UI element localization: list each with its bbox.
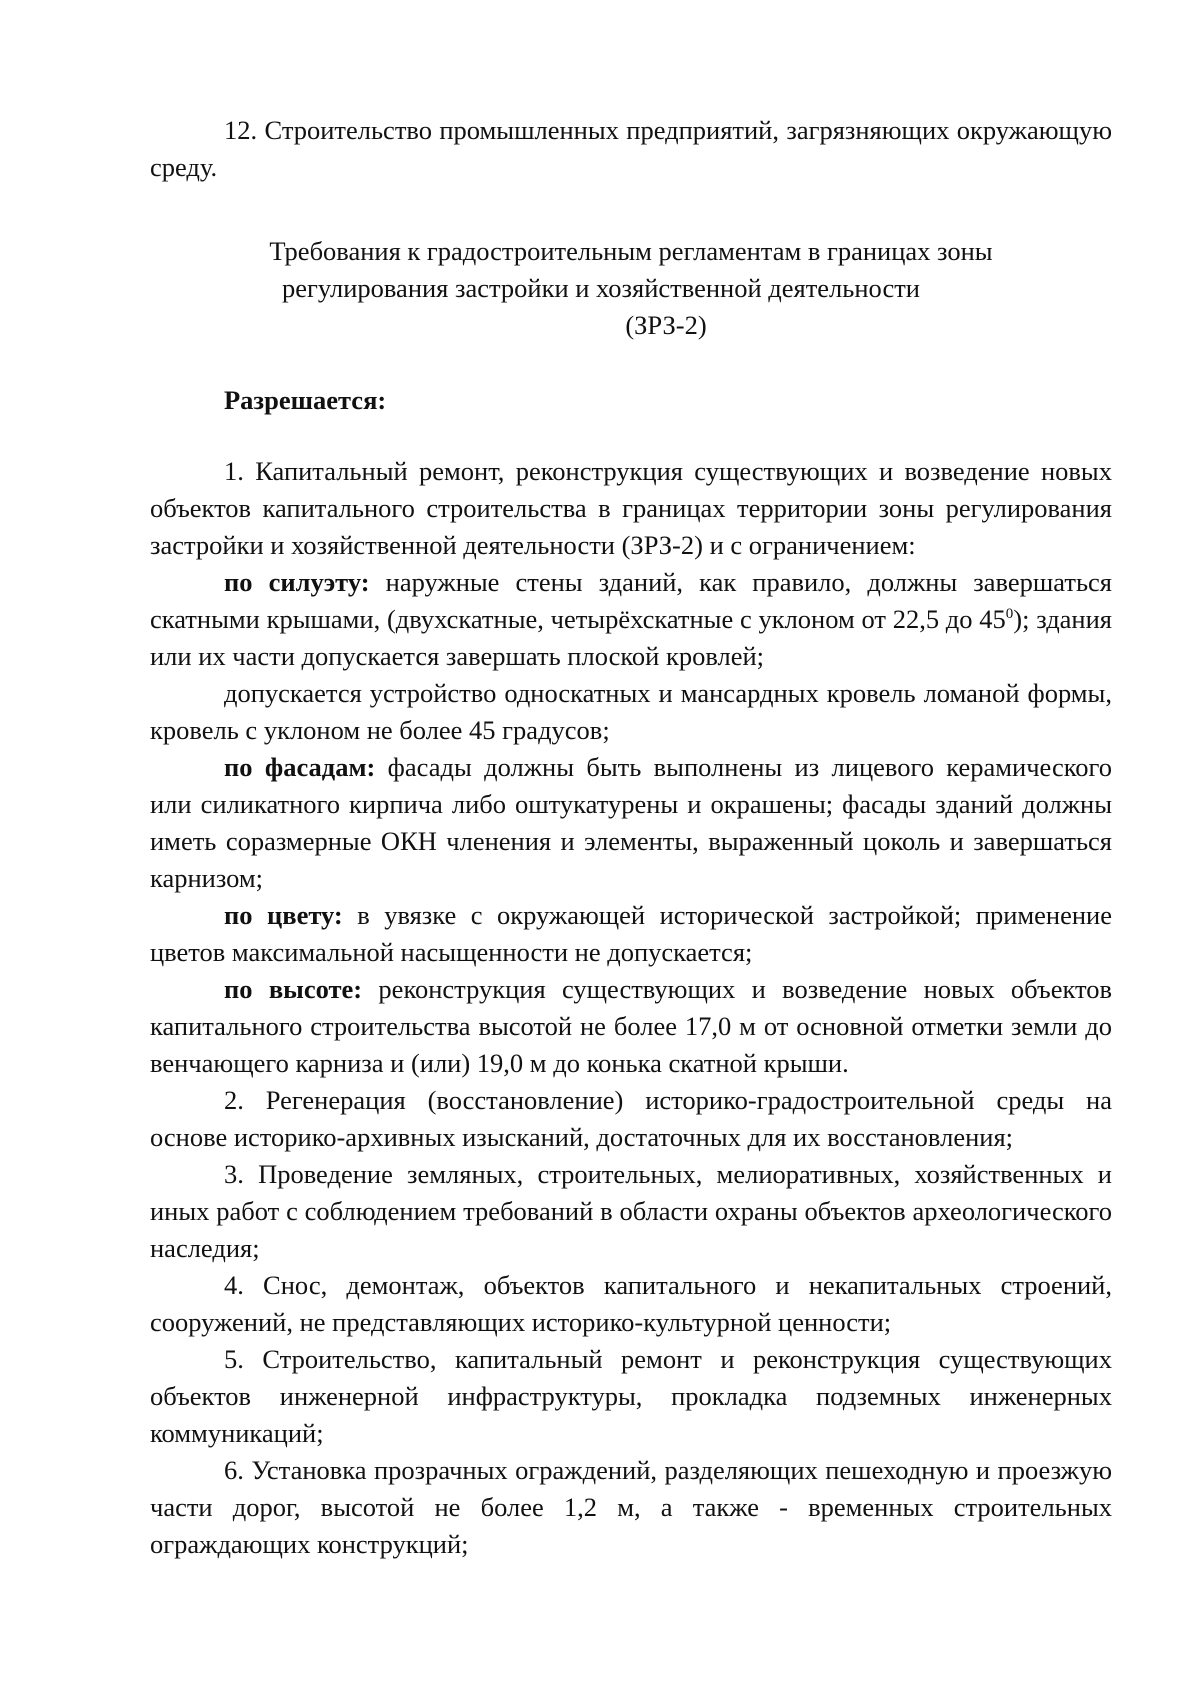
paragraph-color <box>150 897 1112 971</box>
paragraph-facades <box>150 749 1112 897</box>
heading-line-1: Требования к градостроительным регламентам в границах зоны <box>269 236 993 266</box>
color-label: по цвету: <box>224 900 343 930</box>
facades-label: по фасадам: <box>224 752 376 782</box>
paragraph-silhouette <box>150 564 1112 675</box>
paragraph-item-4: 4. Снос, демонтаж, объектов капитального и некапитальных строений, сооружений, не представляющих историко-культурной ценности; <box>150 1270 1112 1337</box>
height-label: по высоте: <box>224 974 363 1004</box>
paragraph-item-6: 6. Установка прозрачных ограждений, разделяющих пешеходную и проезжую части дорог, высотой не более 1,2 м, а также - временных строительных ограждающих конструкций; <box>150 1455 1112 1559</box>
paragraph-item-5: 5. Строительство, капитальный ремонт и реконструкция существующих объектов инженерной инфраструктуры, прокладка подземных инженерных коммуникаций; <box>150 1344 1112 1448</box>
silhouette-text-part1: наружные стены зданий, как правило, должны завершаться скатными крышами, (двухскатные, четырёхскатные с уклоном от 22,5 до 45 <box>150 567 1112 634</box>
heading-line-3: (ЗРЗ-2) <box>625 310 707 340</box>
allowed-label: Разрешается: <box>224 385 387 415</box>
color-text: в увязке с окружающей исторической застройкой; применение цветов максимальной насыщенности не допускается; <box>150 900 1112 967</box>
section-heading <box>150 233 1112 344</box>
paragraph-item-12: 12. Строительство промышленных предприятий, загрязняющих окружающую среду. <box>150 115 1112 182</box>
height-text: реконструкция существующих и возведение новых объектов капитального строительства высотой не более 17,0 м от основной отметки земли до венчающего карниза и (или) 19,0 м до конька скатной крыши. <box>150 974 1112 1078</box>
paragraph-item-2: 2. Регенерация (восстановление) историко-градостроительной среды на основе историко-архивных изысканий, достаточных для их восстановления; <box>150 1085 1112 1152</box>
facades-text: фасады должны быть выполнены из лицевого керамического или силикатного кирпича либо оштукатурены и окрашены; фасады зданий должны иметь соразмерные ОКН членения и элементы, выраженный цоколь и завершаться карнизом; <box>150 752 1112 893</box>
silhouette-label: по силуэту: <box>224 567 370 597</box>
degree-superscript: 0 <box>1005 606 1014 622</box>
paragraph-height <box>150 971 1112 1082</box>
paragraph-item-3: 3. Проведение земляных, строительных, мелиоративных, хозяйственных и иных работ с соблюдением требований в области охраны объектов археологического наследия; <box>150 1159 1112 1263</box>
paragraph-roofs: допускается устройство односкатных и мансардных кровель ломаной формы, кровель с уклоном не более 45 градусов; <box>150 678 1112 745</box>
heading-line-2: регулирования застройки и хозяйственной деятельности <box>282 273 920 303</box>
document-page <box>150 112 1112 1563</box>
silhouette-text-part2: ); здания или их части допускается завершать плоской кровлей; <box>150 604 1112 671</box>
paragraph-item-1: 1. Капитальный ремонт, реконструкция существующих и возведение новых объектов капитального строительства в границах территории зоны регулирования застройки и хозяйственной деятельности (ЗРЗ-2) и с ограничением: <box>150 456 1112 560</box>
